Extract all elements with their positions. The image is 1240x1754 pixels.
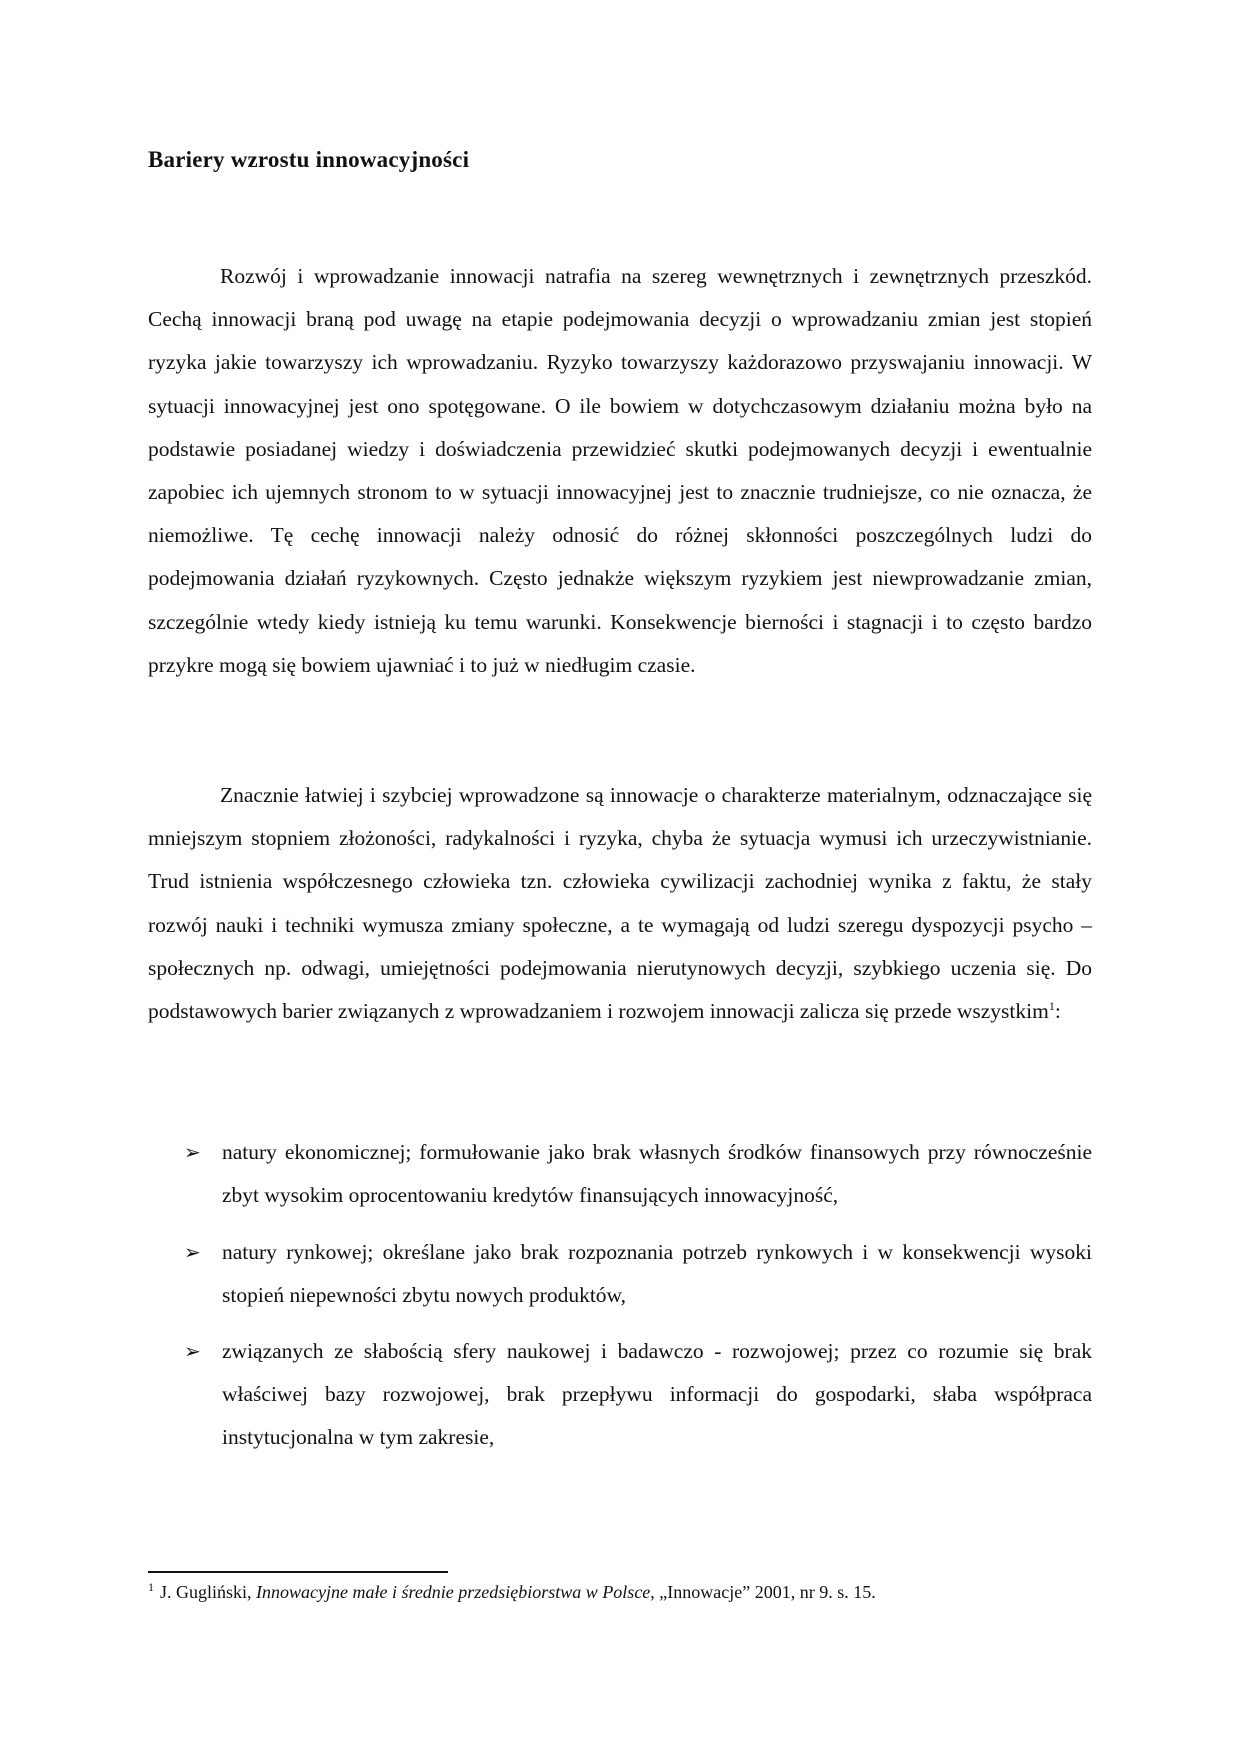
footnote-number: 1 [148, 1580, 154, 1594]
list-item [148, 1330, 1092, 1460]
paragraph-1: Rozwój i wprowadzanie innowacji natrafia na szereg wewnętrznych i zewnętrznych przeszkód. Cechą innowacji braną pod uwagę na etapie podejmowania decyzji o wprowadzaniu zmian jest stopień ryzyka jakie towarzyszy ich wprowadzaniu. Ryzyko towarzyszy każdorazowo przyswajaniu innowacji. W sytuacji innowacyjnej jest ono spotęgowane. O ile bowiem w dotychczasowym działaniu można było na podstawie posiadanej wiedzy i doświadczenia przewidzieć skutki podejmowanych decyzji i ewentualnie zapobiec ich ujemnych stronom to w sytuacji innowacyjnej jest to znacznie trudniejsze, co nie oznacza, że niemożliwe. Tę cechę innowacji należy odnosić do różnej skłonności poszczególnych ludzi do podejmowania działań ryzykownych. Często jednakże większym ryzykiem jest niewprowadzanie zmian, szczególnie wtedy kiedy istnieją ku temu warunki. Konsekwencje bierności i stagnacji i to często bardzo przykre mogą się bowiem ujawniać i to już w niedługim czasie. [148, 264, 1092, 677]
arrow-bullet-icon: ➢ [184, 1240, 201, 1264]
footnote-source: , „Innowacje” 2001, nr 9. s. 15. [650, 1582, 876, 1602]
arrow-bullet-icon: ➢ [184, 1339, 201, 1363]
list-item-text: natury rynkowej; określane jako brak rozpoznania potrzeb rynkowych i w konsekwencji wysoki stopień niepewności zbytu nowych produktów, [222, 1240, 1092, 1308]
list-item [148, 1131, 1092, 1217]
footnote-reference: 1 [1048, 998, 1055, 1013]
paragraph-2-end: : [1054, 999, 1061, 1024]
barrier-list-item-3-container [148, 1330, 1092, 1460]
document-title: Bariery wzrostu innowacyjności [148, 147, 470, 172]
arrow-bullet-icon: ➢ [184, 1140, 201, 1164]
footnote [148, 1580, 1108, 1604]
paragraph-2 [148, 774, 1092, 1033]
barrier-list-item-1-container [148, 1131, 1092, 1217]
footnote-author: J. Gugliński, [160, 1582, 257, 1602]
paragraph-2-text: Znacznie łatwiej i szybciej wprowadzone są innowacje o charakterze materialnym, odznaczające się mniejszym stopniem złożoności, radykalności i ryzyka, chyba że sytuacja wymusi ich urzeczywistnianie. Trud istnienia współczesnego człowieka tzn. człowieka cywilizacji zachodniej wynika z faktu, że stały rozwój nauki i techniki wymusza zmiany społeczne, a te wymagają od ludzi szeregu dyspozycji psycho – społecznych np. odwagi, umiejętności podejmowania nierutynowych decyzji, szybkiego uczenia się. Do podstawowych barier związanych z wprowadzaniem i rozwojem innowacji zalicza się przede wszystkim [148, 783, 1092, 1024]
list-item-text: związanych ze słabością sfery naukowej i badawczo - rozwojowej; przez co rozumie się brak właściwej bazy rozwojowej, brak przepływu informacji do gospodarki, słaba współpraca instytucjonalna w tym zakresie, [222, 1339, 1092, 1450]
barrier-list-item-2-container [148, 1231, 1092, 1317]
list-item-text: natury ekonomicznej; formułowanie jako brak własnych środków finansowych przy równocześnie zbyt wysokim oprocentowaniu kredytów finansujących innowacyjność, [222, 1140, 1092, 1208]
footnote-title: Innowacyjne małe i średnie przedsiębiorstwa w Polsce [256, 1582, 651, 1602]
list-item [148, 1231, 1092, 1317]
footnote-divider [148, 1571, 448, 1573]
